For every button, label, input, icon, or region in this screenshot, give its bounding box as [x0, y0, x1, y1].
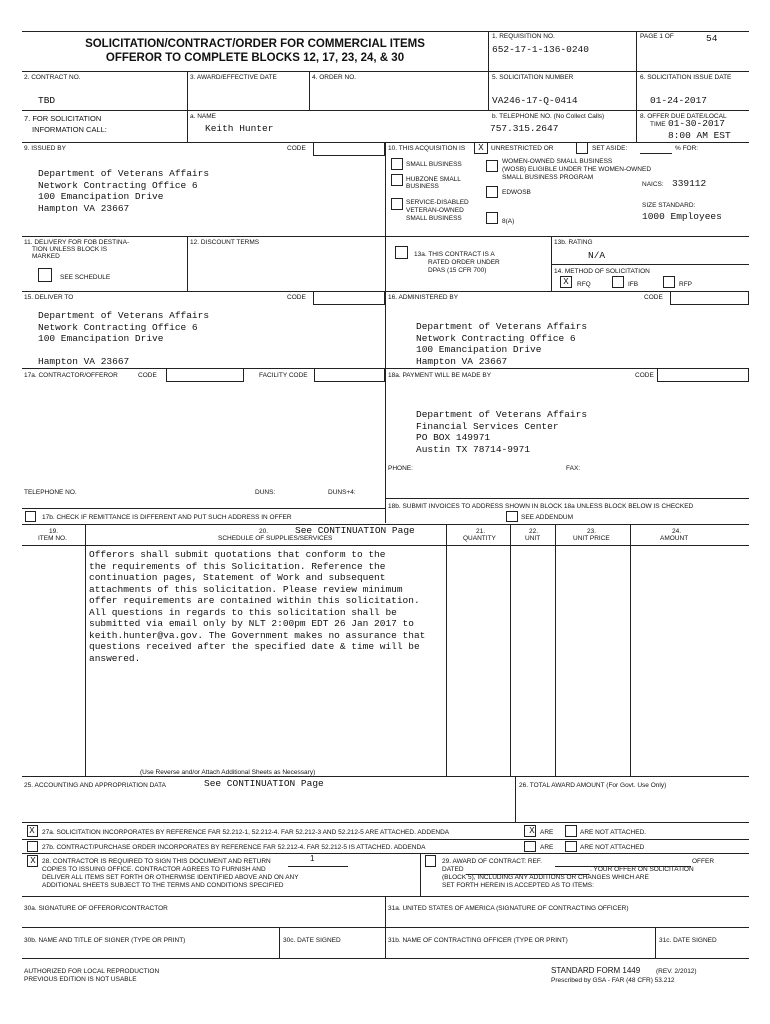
c29-label: 29. AWARD OF CONTRACT: REF.	[442, 858, 542, 865]
contractor-code-box[interactable]	[166, 368, 244, 382]
sdvosb-label-3: SMALL BUSINESS	[406, 215, 462, 222]
c27b-label: 27b. CONTRACT/PURCHASE ORDER INCORPORATES BY REFERENCE FAR 52.212-4. FAR 52.212-5 IS ATTACHED. ADDENDA	[42, 844, 426, 851]
set-aside-label: SET ASIDE:	[592, 145, 628, 152]
reverse-note: (Use Reverse and/or Attach Additional Sheets as Necessary)	[140, 769, 316, 776]
contact-phone[interactable]: 757.315.2647	[490, 123, 559, 134]
rule-v-col21	[446, 524, 447, 776]
address-line: Department of Veterans Affairs	[416, 409, 588, 420]
page-label: PAGE 1 OF	[640, 33, 674, 40]
remit-label: 17b. CHECK IF REMITTANCE IS DIFFERENT AND PUT SUCH ADDRESS IN OFFER	[42, 514, 292, 521]
phone-label: b. TELEPHONE NO. (No Collect Calls)	[492, 113, 605, 120]
administered-by-address	[416, 321, 587, 367]
pct-for-label: % FOR:	[675, 145, 699, 152]
issued-by-label: 9. ISSUED BY	[24, 145, 66, 152]
contract-no-label: 2. CONTRACT NO.	[24, 74, 81, 81]
rule-v-31	[385, 896, 386, 958]
address-line: Hampton VA 23667	[416, 355, 508, 367]
rfp-label: RFP	[679, 281, 692, 288]
c29-label-3: (BLOCK 5), INCLUDING ANY ADDITIONS OR CHANGES WHICH ARE	[442, 874, 649, 881]
delivery-label-3: MARKED	[32, 253, 60, 260]
hubzone-label-2: BUSINESS	[406, 183, 439, 190]
address-line: 100 Emancipation Drive	[416, 344, 542, 355]
schedule-line: continuation pages, Statement of Work and subsequent	[89, 572, 386, 583]
rated-order-label-3: DPAS (15 CFR 700)	[428, 267, 487, 274]
method-label: 14. METHOD OF SOLICITATION	[554, 268, 650, 275]
col19-header: ITEM NO.	[38, 535, 67, 542]
schedule-line: attachments of this solicitation. Please review minimum	[89, 583, 403, 595]
footer-revision: (REV. 2/2012)	[656, 968, 697, 975]
address-line: PO BOX 149971	[416, 432, 491, 443]
address-line: Department of Veterans Affairs	[416, 321, 588, 332]
issue-date-value[interactable]: 01-24-2017	[650, 95, 708, 106]
rule-v-29	[420, 853, 421, 896]
rated-order-checkbox[interactable]	[395, 246, 408, 259]
c27b-are-not-checkbox[interactable]	[565, 841, 577, 852]
c27b-checkbox[interactable]	[27, 841, 38, 852]
sdvosb-label-2: VETERAN-OWNED	[406, 207, 464, 214]
duns-label: DUNS:	[255, 489, 276, 496]
form-title: SOLICITATION/CONTRACT/ORDER FOR COMMERCIAL ITEMS	[85, 38, 425, 50]
due-date[interactable]: 01-30-2017	[668, 118, 726, 129]
address-line: 100 Emancipation Drive	[38, 191, 164, 202]
total-award-label: 26. TOTAL AWARD AMOUNT (For Govt. Use Only)	[519, 782, 667, 789]
rule-bottom	[22, 958, 749, 959]
c27b-are-checkbox[interactable]	[524, 841, 536, 852]
sig-30b-label: 30b. NAME AND TITLE OF SIGNER (TYPE OR PRINT)	[24, 937, 186, 944]
schedule-line: submitted via email only by NLT 2:00pm EDT 26 Jan 2017 to	[89, 618, 414, 629]
rule-row3	[22, 110, 749, 111]
unrestricted-mark: X	[478, 143, 484, 153]
rated-order-label: 13a. THIS CONTRACT IS A	[414, 251, 495, 258]
order-no-label: 4. ORDER NO.	[312, 74, 357, 81]
address-line: Network Contracting Office 6	[38, 321, 198, 333]
rule-row28	[22, 853, 749, 854]
delivery-label-2: TION UNLESS BLOCK IS	[32, 246, 108, 253]
hubzone-label: HUBZONE SMALL	[406, 176, 461, 183]
solicitation-no-label: 5. SOLICITATION NUMBER	[492, 74, 574, 81]
naics-value[interactable]: 339112	[672, 178, 707, 189]
eight-a-label: 8(A)	[502, 218, 515, 225]
ifb-label: IFB	[628, 281, 639, 288]
c29-offer-label: OFFER	[692, 858, 715, 865]
rule-v-30c	[279, 927, 280, 958]
c27a-mark: X	[29, 826, 35, 836]
rule-row25	[22, 776, 749, 777]
c28-label: 28. CONTRACTOR IS REQUIRED TO SIGN THIS DOCUMENT AND RETURN	[42, 858, 271, 865]
name-label: a. NAME	[190, 113, 217, 120]
rule-v-col23	[555, 524, 556, 776]
sig-31b-label: 31b. NAME OF CONTRACTING OFFICER (TYPE OR PRINT)	[388, 937, 568, 944]
rule-v-12	[187, 236, 188, 291]
sig-30a-label: 30a. SIGNATURE OF OFFEROR/CONTRACTOR	[24, 905, 168, 912]
footer-form-name: STANDARD FORM 1449	[551, 966, 641, 975]
due-time-label: TIME	[650, 121, 666, 128]
schedule-line: questions received after the specified date & time will be	[89, 641, 420, 652]
deliver-to-code-label: CODE	[287, 294, 306, 301]
col22-header: UNIT	[525, 535, 541, 542]
see-addendum-label: SEE ADDENDUM	[521, 514, 574, 521]
wosb-checkbox[interactable]	[486, 160, 498, 172]
contact-name[interactable]: Keith Hunter	[205, 123, 274, 134]
payment-code-label: CODE	[635, 372, 654, 379]
small-business-checkbox[interactable]	[391, 158, 403, 170]
rule-v-mid	[385, 142, 386, 523]
c27a-are-not-label: ARE NOT ATTACHED.	[580, 829, 647, 836]
rule-v-header	[488, 31, 489, 111]
footer-prescribed: Prescribed by GSA - FAR (48 CFR) 53.212	[551, 977, 675, 984]
wosb-label: WOMEN-OWNED SMALL BUSINESS	[502, 158, 613, 165]
address-line: Network Contracting Office 6	[38, 179, 198, 191]
due-label: 8. OFFER DUE DATE/LOCAL	[640, 113, 727, 120]
rfp-checkbox[interactable]	[663, 276, 675, 288]
facility-code-label: FACILITY CODE	[259, 372, 308, 379]
rule-v-col22	[510, 524, 511, 776]
rating-value[interactable]: N/A	[588, 250, 606, 261]
form-subtitle: OFFEROR TO COMPLETE BLOCKS 12, 17, 23, 24, & 30	[105, 52, 405, 64]
pct-line	[640, 153, 672, 154]
col23-header: UNIT PRICE	[573, 535, 610, 542]
size-standard-label: SIZE STANDARD:	[642, 202, 696, 209]
delivery-label: 11. DELIVERY FOR FOB DESTINA-	[24, 239, 130, 246]
sig-31a-label: 31a. UNITED STATES OF AMERICA (SIGNATURE OF CONTRACTING OFFICER)	[388, 905, 629, 912]
schedule-description	[89, 549, 425, 664]
footer-previous-edition: PREVIOUS EDITION IS NOT USABLE	[24, 976, 137, 983]
issued-by-code-label: CODE	[287, 145, 306, 152]
administered-by-label: 16. ADMINISTERED BY	[388, 294, 459, 301]
deliver-to-address	[38, 310, 209, 368]
c28-mark: X	[30, 856, 36, 866]
rule-row2	[22, 71, 749, 72]
address-line: Austin TX 78714-9971	[416, 443, 531, 455]
c29-checkbox[interactable]	[425, 855, 436, 867]
col19-num: 19.	[49, 528, 59, 535]
col21-num: 21.	[476, 528, 486, 535]
footer-authorized: AUTHORIZED FOR LOCAL REPRODUCTION	[24, 968, 160, 975]
payment-code-box[interactable]	[657, 368, 749, 382]
rule-v-2b	[309, 71, 310, 110]
c27a-are-not-checkbox[interactable]	[565, 825, 577, 837]
administered-by-code-label: CODE	[644, 294, 663, 301]
requisition-number[interactable]: 652-17-1-136-0240	[492, 44, 589, 55]
rule-top	[22, 31, 749, 32]
phone-label-18: PHONE:	[388, 465, 413, 472]
edwosb-label: EDWOSB	[502, 189, 531, 196]
schedule-line: keith.hunter@va.gov. The Government makes no assurance that	[89, 629, 426, 641]
col24-header: AMOUNT	[660, 535, 689, 542]
col22-num: 22.	[529, 528, 539, 535]
issue-date-label: 6. SOLICITATION ISSUE DATE	[640, 74, 732, 81]
small-business-label: SMALL BUSINESS	[406, 161, 462, 168]
address-line	[38, 345, 209, 357]
c29-your-offer-label: . YOUR OFFER ON SOLICITATION	[590, 866, 694, 873]
naics-label: NAICS:	[642, 181, 664, 188]
c28-label-4: ADDITIONAL SHEETS SUBJECT TO THE TERMS AND CONDITIONS SPECIFIED	[42, 882, 284, 889]
c28-copies-line	[288, 866, 348, 867]
contractor-code-label: CODE	[138, 372, 157, 379]
c27a-are-label: ARE	[540, 829, 554, 836]
col23-num: 23.	[587, 528, 597, 535]
col20-header: SCHEDULE OF SUPPLIES/SERVICES	[218, 535, 333, 542]
wosb-label-2: (WOSB) ELIGIBLE UNDER THE WOMEN-OWNED	[502, 166, 652, 173]
rule-v-2a	[187, 71, 188, 110]
rule-row27a	[22, 822, 749, 823]
col20-num: 20.	[259, 528, 269, 535]
address-line: Department of Veterans Affairs	[38, 168, 210, 179]
c27b-are-label: ARE	[540, 844, 554, 851]
see-schedule-label: SEE SCHEDULE	[60, 274, 111, 281]
submit-invoices-label: 18b. SUBMIT INVOICES TO ADDRESS SHOWN IN BLOCK 18a UNLESS BLOCK BELOW IS CHECKED	[388, 503, 694, 510]
see-addendum-checkbox[interactable]	[506, 511, 518, 522]
rule-v-31c	[655, 927, 656, 958]
ifb-checkbox[interactable]	[612, 276, 624, 288]
rule-v-6	[636, 71, 637, 142]
address-line: Hampton VA 23667	[38, 202, 130, 214]
remit-checkbox[interactable]	[25, 511, 36, 522]
sdvosb-checkbox[interactable]	[391, 198, 403, 210]
col20-note: See CONTINUATION Page	[295, 525, 415, 536]
sig-30c-label: 30c. DATE SIGNED	[283, 937, 341, 944]
sig-31c-label: 31c. DATE SIGNED	[659, 937, 717, 944]
award-date-label: 3. AWARD/EFFECTIVE DATE	[190, 74, 277, 81]
address-line: Financial Services Center	[416, 420, 559, 432]
schedule-line: offer requirements are contained within this solicitation.	[89, 595, 420, 606]
for-info-label: 7. FOR SOLICITATION	[24, 114, 102, 123]
telephone-label: TELEPHONE NO.	[24, 489, 77, 496]
unrestricted-label: UNRESTRICTED OR	[491, 145, 554, 152]
facility-code-box[interactable]	[314, 368, 385, 382]
duns4-label: DUNS+4:	[328, 489, 356, 496]
fax-label: FAX:	[566, 465, 581, 472]
administered-by-code-box[interactable]	[670, 291, 749, 305]
rfq-mark: X	[563, 277, 569, 287]
payment-address	[416, 409, 587, 455]
col21-header: QUANTITY	[463, 535, 496, 542]
schedule-line: the requirements of this Solicitation. Reference the	[89, 560, 386, 572]
c29-dated-label: DATED	[442, 866, 464, 873]
schedule-line: answered.	[89, 652, 141, 664]
acquisition-label: 10. THIS ACQUISITION IS	[388, 145, 466, 152]
wosb-label-3: SMALL BUSINESS PROGRAM	[502, 174, 594, 181]
contractor-label: 17a. CONTRACTOR/OFFEROR	[24, 372, 118, 379]
c28-label-2: COPIES TO ISSUING OFFICE. CONTRACTOR AGREES TO FURNISH AND	[42, 866, 266, 873]
edwosb-checkbox[interactable]	[486, 186, 498, 198]
rating-rule	[551, 264, 749, 265]
solicitation-no-value[interactable]: VA246-17-Q-0414	[492, 95, 578, 106]
payment-label: 18a. PAYMENT WILL BE MADE BY	[388, 372, 492, 379]
discount-terms-label: 12. DISCOUNT TERMS	[190, 239, 260, 246]
accounting-label: 25. ACCOUNTING AND APPROPRIATION DATA	[24, 782, 166, 789]
rfq-label: RFQ	[577, 281, 591, 288]
address-line: 100 Emancipation Drive	[38, 333, 164, 344]
schedule-line: Offerors shall submit quotations that conform to the	[89, 549, 386, 560]
see-schedule-checkbox[interactable]	[38, 268, 52, 282]
rule-v-col19	[85, 524, 86, 776]
rated-order-label-2: RATED ORDER UNDER	[428, 259, 500, 266]
rule-v-col24	[630, 524, 631, 776]
c27b-are-not-label: ARE NOT ATTACHED	[580, 844, 645, 851]
eight-a-checkbox[interactable]	[486, 212, 498, 224]
address-line: Department of Veterans Affairs	[38, 310, 210, 321]
deliver-to-label: 15. DELIVER TO	[24, 294, 74, 301]
schedule-line: All questions in regards to this solicitation shall be	[89, 606, 397, 618]
requisition-label: 1. REQUISITION NO.	[492, 33, 555, 40]
deliver-to-code-box[interactable]	[313, 291, 385, 305]
c28-copies: 1	[310, 854, 315, 863]
rule-row19b	[22, 545, 749, 546]
hubzone-checkbox[interactable]	[391, 174, 403, 186]
page-total: 54	[706, 33, 718, 44]
rule-v-page	[636, 31, 637, 71]
c27a-label: 27a. SOLICITATION INCORPORATES BY REFERENCE FAR 52.212-1, 52.212-4. FAR 52.212-3 AND 52.212-5 ARE ATTACHED. ADDENDA	[42, 829, 450, 836]
size-standard-value[interactable]: 1000 Employees	[642, 211, 722, 222]
issued-by-address	[38, 168, 209, 214]
rule-18b	[385, 498, 749, 499]
due-time[interactable]: 8:00 AM EST	[668, 130, 731, 141]
set-aside-checkbox[interactable]	[576, 142, 588, 154]
for-info-label-2: INFORMATION CALL:	[32, 125, 107, 134]
c27a-are-mark: X	[529, 826, 535, 836]
rule-v-7	[187, 110, 188, 142]
address-line: Network Contracting Office 6	[416, 332, 576, 344]
c28-label-3: DELIVER ALL ITEMS SET FORTH OR OTHERWISE IDENTIFIED ABOVE AND ON ANY	[42, 874, 299, 881]
address-line: Hampton VA 23667	[38, 356, 130, 367]
rating-label: 13b. RATING	[554, 239, 593, 246]
rule-row27b	[22, 839, 749, 840]
accounting-value[interactable]: See CONTINUATION Page	[204, 778, 324, 789]
c29-label-4: SET FORTH HEREIN IS ACCEPTED AS TO ITEMS:	[442, 882, 594, 889]
sdvosb-label: SERVICE-DISABLED	[406, 199, 469, 206]
col24-num: 24.	[672, 528, 682, 535]
rule-17b	[22, 508, 385, 509]
contract-no-value[interactable]: TBD	[38, 95, 56, 106]
rule-v-26	[515, 776, 516, 822]
issued-by-code-box[interactable]	[313, 142, 385, 156]
